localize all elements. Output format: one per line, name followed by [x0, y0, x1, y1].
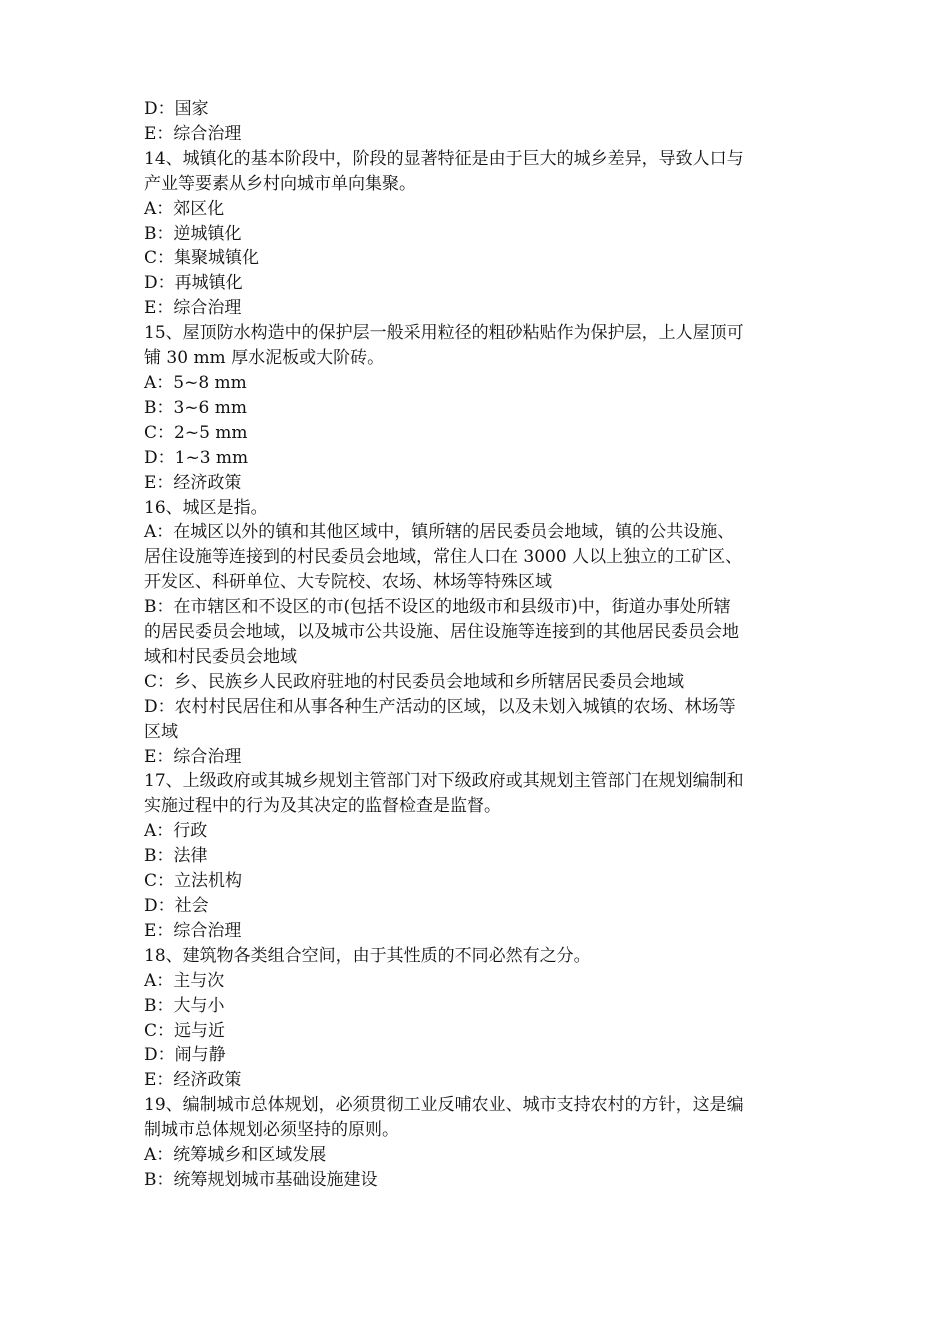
answer-option-line: A：行政	[144, 821, 208, 842]
document-body	[144, 97, 824, 1193]
answer-option-line: C：乡、民族乡人民政府驻地的村民委员会地域和乡所辖居民委员会地域	[144, 671, 685, 692]
options-continuation	[144, 97, 824, 147]
question-stem-line: 17、上级政府或其城乡规划主管部门对下级政府或其规划主管部门在规划编制和	[144, 771, 744, 792]
question-block	[144, 321, 824, 495]
question-stem-line: 16、城区是指。	[144, 497, 268, 518]
question-block	[144, 147, 824, 321]
answer-option-line: A：主与次	[144, 970, 225, 991]
answer-option-line: C：远与近	[144, 1020, 226, 1041]
answer-option-line: E：综合治理	[144, 298, 242, 319]
question-stem-line: 15、屋顶防水构造中的保护层一般采用粒径的粗砂粘贴作为保护层，上人屋顶可	[144, 323, 744, 344]
answer-option-line: C：2~5 mm	[144, 422, 248, 443]
answer-option-line: 开发区、科研单位、大专院校、农场、林场等特殊区域	[144, 572, 552, 593]
question-stem-line: 铺 30 mm 厚水泥板或大阶砖。	[144, 348, 385, 369]
answer-option-line: C：集聚城镇化	[144, 248, 260, 269]
question-stem-line: 18、建筑物各类组合空间，由于其性质的不同必然有之分。	[144, 945, 591, 966]
answer-option-line: D：闹与静	[144, 1045, 226, 1066]
question-block	[144, 1093, 824, 1193]
answer-option-line: B：法律	[144, 846, 208, 867]
answer-option-line: A：在城区以外的镇和其他区域中，镇所辖的居民委员会地域，镇的公共设施、	[144, 522, 735, 543]
question-block	[144, 496, 824, 770]
answer-option-line: E：综合治理	[144, 746, 242, 767]
answer-option-line: B：逆城镇化	[144, 223, 242, 244]
question-stem-line: 实施过程中的行为及其决定的监督检查是监督。	[144, 796, 501, 817]
question-stem-line: 产业等要素从乡村向城市单向集聚。	[144, 173, 416, 194]
answer-option-line: D：社会	[144, 896, 209, 916]
answer-option-line: A：5~8 mm	[144, 372, 247, 393]
question-block	[144, 769, 824, 943]
answer-option-line: 居住设施等连接到的村民委员会地域，常住人口在 3000 人以上独立的工矿区、	[144, 547, 743, 568]
answer-option-line: E：经济政策	[144, 472, 242, 493]
answer-option-line: B：大与小	[144, 995, 225, 1016]
question-block	[144, 944, 824, 1093]
answer-option-line: D：再城镇化	[144, 273, 243, 294]
question-stem-line: 14、城镇化的基本阶段中，阶段的显著特征是由于巨大的城乡差异，导致人口与	[144, 148, 744, 169]
answer-option-line: D：农村村民居住和从事各种生产活动的区域，以及未划入城镇的农场、林场等	[144, 696, 736, 717]
answer-option-line: E：综合治理	[144, 123, 242, 144]
answer-option-line: D：1~3 mm	[144, 447, 249, 468]
question-stem-line: 19、编制城市总体规划，必须贯彻工业反哺农业、城市支持农村的方针，这是编	[144, 1095, 744, 1116]
answer-option-line: C：立法机构	[144, 871, 243, 892]
answer-option-line: A：郊区化	[144, 198, 225, 219]
answer-option-line: 域和村民委员会地域	[144, 646, 297, 667]
answer-option-line: E：经济政策	[144, 1070, 242, 1091]
answer-option-line: D：国家	[144, 99, 209, 119]
answer-option-line: B：在市辖区和不设区的市(包括不设区的地级市和县级市)中，街道办事处所辖	[144, 597, 731, 618]
answer-option-line: A：统筹城乡和区域发展	[144, 1145, 327, 1166]
question-stem-line: 制城市总体规划必须坚持的原则。	[144, 1120, 399, 1141]
answer-option-line: B：3~6 mm	[144, 397, 248, 418]
answer-option-line: E：综合治理	[144, 920, 242, 941]
answer-option-line: 的居民委员会地域，以及城市公共设施、居住设施等连接到的其他居民委员会地	[144, 622, 739, 643]
answer-option-line: B：统筹规划城市基础设施建设	[144, 1169, 378, 1190]
answer-option-line: 区域	[144, 721, 178, 742]
